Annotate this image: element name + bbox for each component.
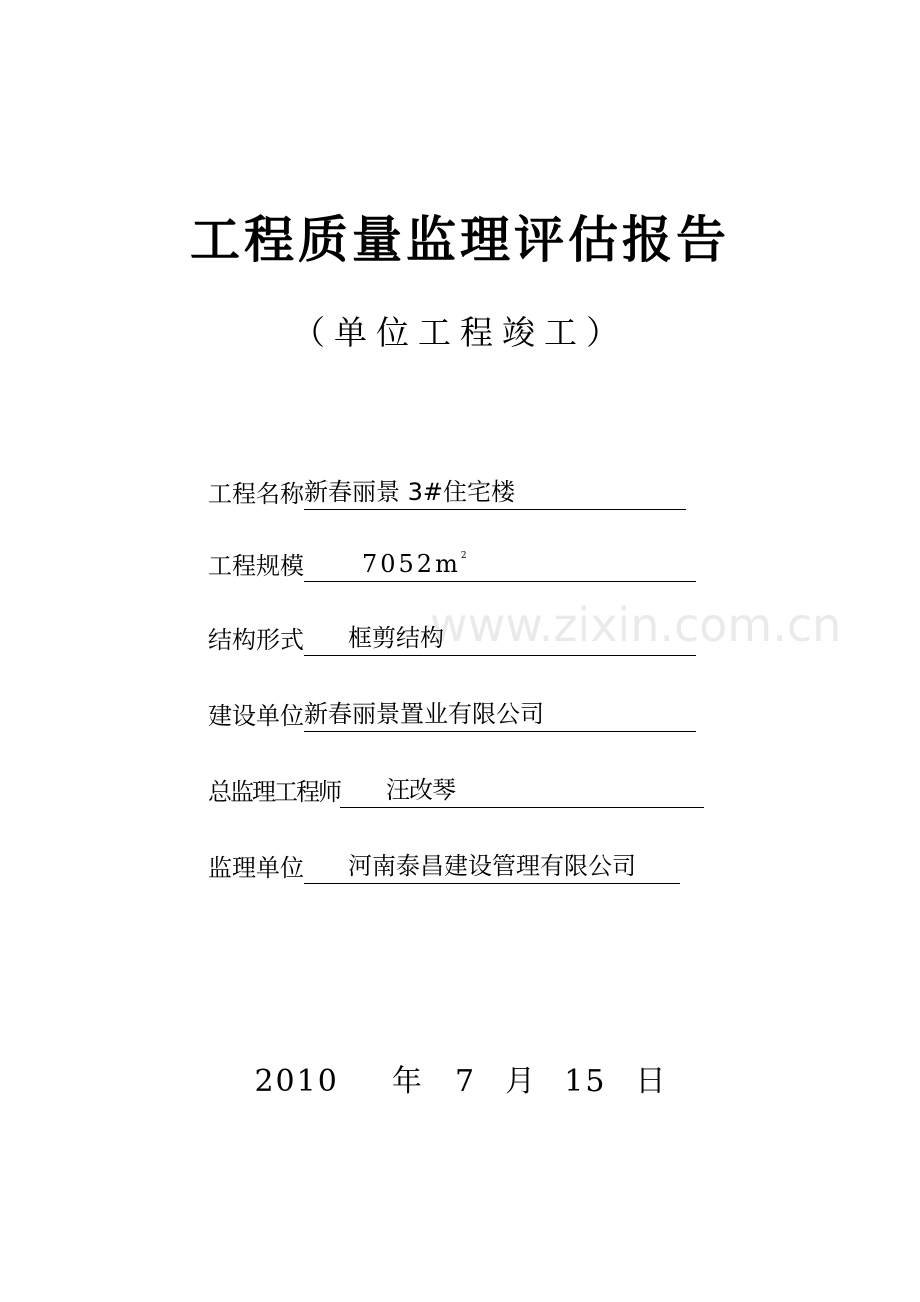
construction-unit-label: 建设单位 bbox=[208, 702, 304, 730]
field-supervision-unit bbox=[208, 844, 680, 884]
report-title: 工程质量监理评估报告 bbox=[190, 211, 730, 269]
field-construction-unit bbox=[208, 692, 696, 732]
project-scale-value: 7052m bbox=[362, 550, 461, 578]
supervision-unit-label: 监理单位 bbox=[208, 854, 304, 882]
project-scale-unit-superscript: 2 bbox=[460, 551, 467, 561]
structure-type-value: 框剪结构 bbox=[304, 622, 696, 656]
date-day: 15 bbox=[564, 1064, 607, 1099]
chief-supervisor-label: 总监理工程师 bbox=[208, 778, 340, 806]
field-project-scale bbox=[208, 542, 696, 582]
project-name-label: 工程名称 bbox=[208, 480, 304, 508]
project-scale-label: 工程规模 bbox=[208, 552, 304, 580]
project-name-value: 新春丽景 3#住宅楼 bbox=[304, 476, 686, 510]
date-month-unit: 月 bbox=[505, 1064, 536, 1099]
date-year: 2010 bbox=[254, 1064, 339, 1099]
construction-unit-value: 新春丽景置业有限公司 bbox=[304, 698, 696, 732]
structure-type-label: 结构形式 bbox=[208, 626, 304, 654]
watermark: www.zixin.com.cn bbox=[430, 598, 842, 652]
field-chief-supervisor bbox=[208, 768, 704, 808]
project-scale-value-wrap bbox=[304, 540, 696, 582]
date-day-unit: 日 bbox=[635, 1064, 666, 1099]
report-date bbox=[0, 1060, 920, 1104]
report-subtitle: （单位工程竣工） bbox=[292, 313, 628, 352]
chief-supervisor-value: 汪改琴 bbox=[340, 774, 704, 808]
date-year-unit: 年 bbox=[391, 1064, 422, 1099]
field-project-name bbox=[208, 470, 686, 510]
date-month: 7 bbox=[454, 1064, 477, 1099]
supervision-unit-value: 河南泰昌建设管理有限公司 bbox=[304, 850, 680, 884]
